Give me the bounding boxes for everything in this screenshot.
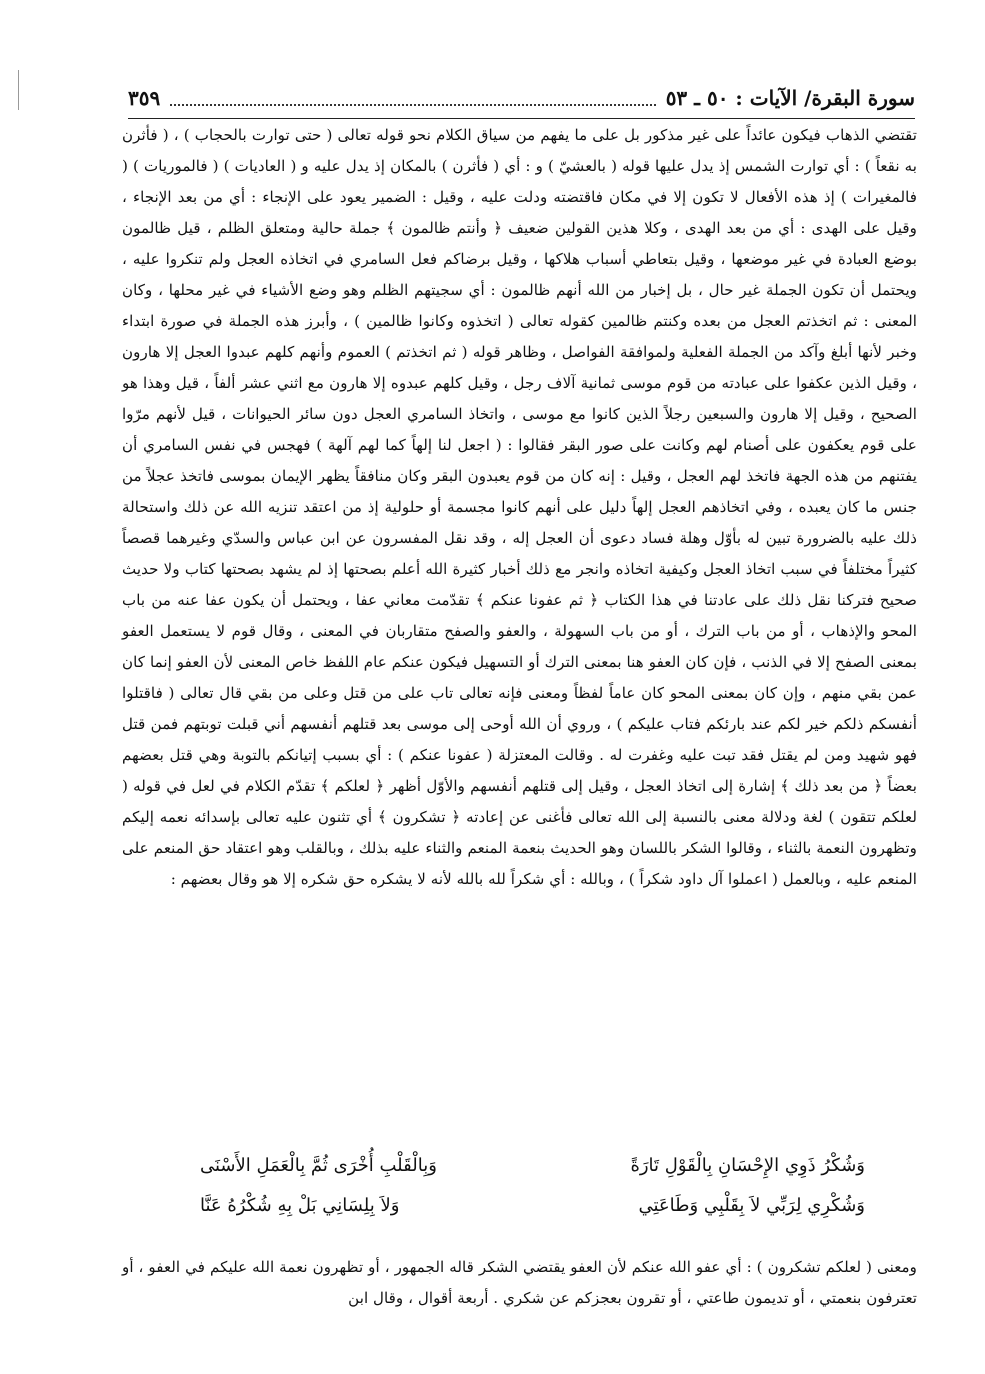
closing-text-block — [122, 1252, 917, 1314]
header-leader-dots — [170, 90, 655, 106]
page-number: ٣٥٩ — [128, 86, 161, 110]
poem-hemistich: وَلاَ بِلِسَانِي بَلْ بِهِ شُكْرُهُ عَنَّا — [200, 1195, 400, 1216]
closing-paragraph: ومعنى ( لعلكم تشكرون ) : أي عفو الله عنكم لأن العفو يقتضي الشكر قاله الجمهور ، أو تظهرون نعمة الله عليكم في العفو ، أو تعترفون بنعمتي ، أو تديمون طاعتي ، أو تقرون بعجزكم عن شكري . أربعة أقوال ، وقال ابن — [122, 1258, 917, 1307]
poem-block — [200, 1146, 865, 1226]
running-header — [128, 78, 915, 119]
main-text-block — [122, 120, 917, 895]
poem-line — [200, 1146, 865, 1186]
header-title: سورة البقرة/ الآيات : ٥٠ ـ ٥٣ — [665, 86, 915, 110]
scan-edge-mark — [18, 70, 19, 110]
poem-hemistich: وَشُكْرِي لِرَبِّي لاَ بِقَلْبِي وَطَاعَتِي — [638, 1195, 865, 1216]
main-paragraph: تقتضي الذهاب فيكون عائداً على غير مذكور بل على ما يفهم من سياق الكلام نحو قوله تعالى ( حتى توارت بالحجاب ) ، ( فأثرن به نقعاً ) : أي توارت الشمس إذ يدل عليها قوله ( بالعشيّ ) و : أي ( فأثرن ) بالمكان إذ يدل عليه و ( العاديات ) ( فالموريات ) ( فالمغيرات ) إذ هذه الأفعال لا تكون إلا في مكان فاقتضته ودلت عليه ، وقيل : الضمير يعود على الإنجاء : أي من بعد الإنجاء ، وقيل على الهدى : أي من بعد الهدى ، وكلا هذين القولين ضعيف ﴿ وأنتم ظالمون ﴾ جملة حالية ومتعلق الظلم ، قيل ظالمون بوضع العبادة في غير موضعها ، وقيل بتعاطي أسباب هلاكها ، وقيل برضاكم فعل السامري في اتخاذه العجل ولم تنكروا عليه ، ويحتمل أن تكون الجملة غير حال ، بل إخبار من الله أنهم ظالمون : أي سجيتهم الظلم وهو وضع الأشياء في غير محلها ، وكان المعنى : ثم اتخذتم العجل من بعده وكنتم ظالمين كقوله تعالى ( اتخذوه وكانوا ظالمين ) ، وأبرز هذه الجملة في صورة ابتداء وخبر لأنها أبلغ وآكد من الجملة الفعلية ولموافقة الفواصل ، وظاهر قوله ( ثم اتخذتم ) العموم وأنهم كلهم عبدوا العجل إلا هارون ، وقيل الذين عكفوا على عبادته من قوم موسى ثمانية آلاف رجل ، وقيل كلهم عبدوه إلا هارون مع اثني عشر ألفاً ، قيل وهذا هو الصحيح ، وقيل إلا هارون والسبعين رجلاً الذين كانوا مع موسى ، واتخاذ السامري العجل دون سائر الحيوانات ، قيل لأنهم مرّوا على قوم يعكفون على أصنام لهم وكانت على صور البقر فقالوا : ( اجعل لنا إلهاً كما لهم آلهة ) فهجس في نفس السامري أن يفتنهم من هذه الجهة فاتخذ لهم العجل ، وقيل : إنه كان من قوم يعبدون البقر وكان منافقاً يظهر الإيمان بموسى فاتخذ عجلاً من جنس ما كان يعبده ، وفي اتخاذهم العجل إلهاً دليل على أنهم كانوا مجسمة أو حلولية إذ من اعتقد تنزيه الله عن ذلك واستحالة ذلك عليه بالضرورة تبين له بأوّل وهلة فساد دعوى أن العجل إله ، وقد نقل المفسرون عن ابن عباس والسدّي وغيرهما قصصاً كثيراً مختلفاً في سبب اتخاذ العجل وكيفية اتخاذه وانجر مع ذلك أخبار كثيرة الله أعلم بصحتها إذ لم يشهد بصحتها كتاب ولا حديث صحيح فتركنا نقل ذلك على عادتنا في هذا الكتاب ﴿ ثم عفونا عنكم ﴾ تقدّمت معاني عفا ، ويحتمل أن يكون عفا عنه من باب المحو والإذهاب ، أو من باب الترك ، أو من باب السهولة ، والعفو والصفح متقاربان في المعنى ، وقال قوم لا يستعمل العفو بمعنى الصفح إلا في الذنب ، فإن كان العفو هنا بمعنى الترك أو التسهيل فيكون عنكم عام اللفظ خاص المعنى لأن العفو إنما كان عمن بقي منهم ، وإن كان بمعنى المحو كان عاماً لفظاً ومعنى فإنه تعالى تاب على من قتل وعلى من بقي قال تعالى ( فاقتلوا أنفسكم ذلكم خير لكم عند بارئكم فتاب عليكم ) ، وروي أن الله أوحى إلى موسى بعد قتلهم أنفسهم أني قبلت توبتهم فمن قتل فهو شهيد ومن لم يقتل فقد تبت عليه وغفرت له . وقالت المعتزلة ( عفونا عنكم ) : أي بسبب إتيانكم بالتوبة وهي قتل بعضهم بعضاً ﴿ من بعد ذلك ﴾ إشارة إلى اتخاذ العجل ، وقيل إلى قتلهم أنفسهم والأوّل أظهر ﴿ لعلكم ﴾ تقدّم الكلام في لعل في قوله ( لعلكم تتقون ) لغة ودلالة معنى بالنسبة إلى الله تعالى فأغنى عن إعادته ﴿ تشكرون ﴾ أي تثنون عليه تعالى بإسدائه نعمه إليكم وتظهرون النعمة بالثناء ، وقالوا الشكر باللسان وهو الحديث بنعمة المنعم والثناء عليه بذلك ، وبالقلب وهو اعتقاد حق المنعم على المنعم عليه ، وبالعمل ( اعملوا آل داود شكراً ) ، وبالله : أي شكراً لله بالله لأنه لا يشكره حق شكره إلا هو وقال بعضهم : — [122, 126, 917, 888]
poem-hemistich: وَشُكْرُ ذَوِي الإِحْسَانِ بِالْقَوْلِ تَارَةً — [630, 1155, 865, 1176]
poem-hemistich: وَبِالْقَلْبِ أُخْرَى ثُمَّ بِالْعَمَلِ الأَسْنَى — [200, 1155, 437, 1176]
poem-line — [200, 1186, 865, 1226]
